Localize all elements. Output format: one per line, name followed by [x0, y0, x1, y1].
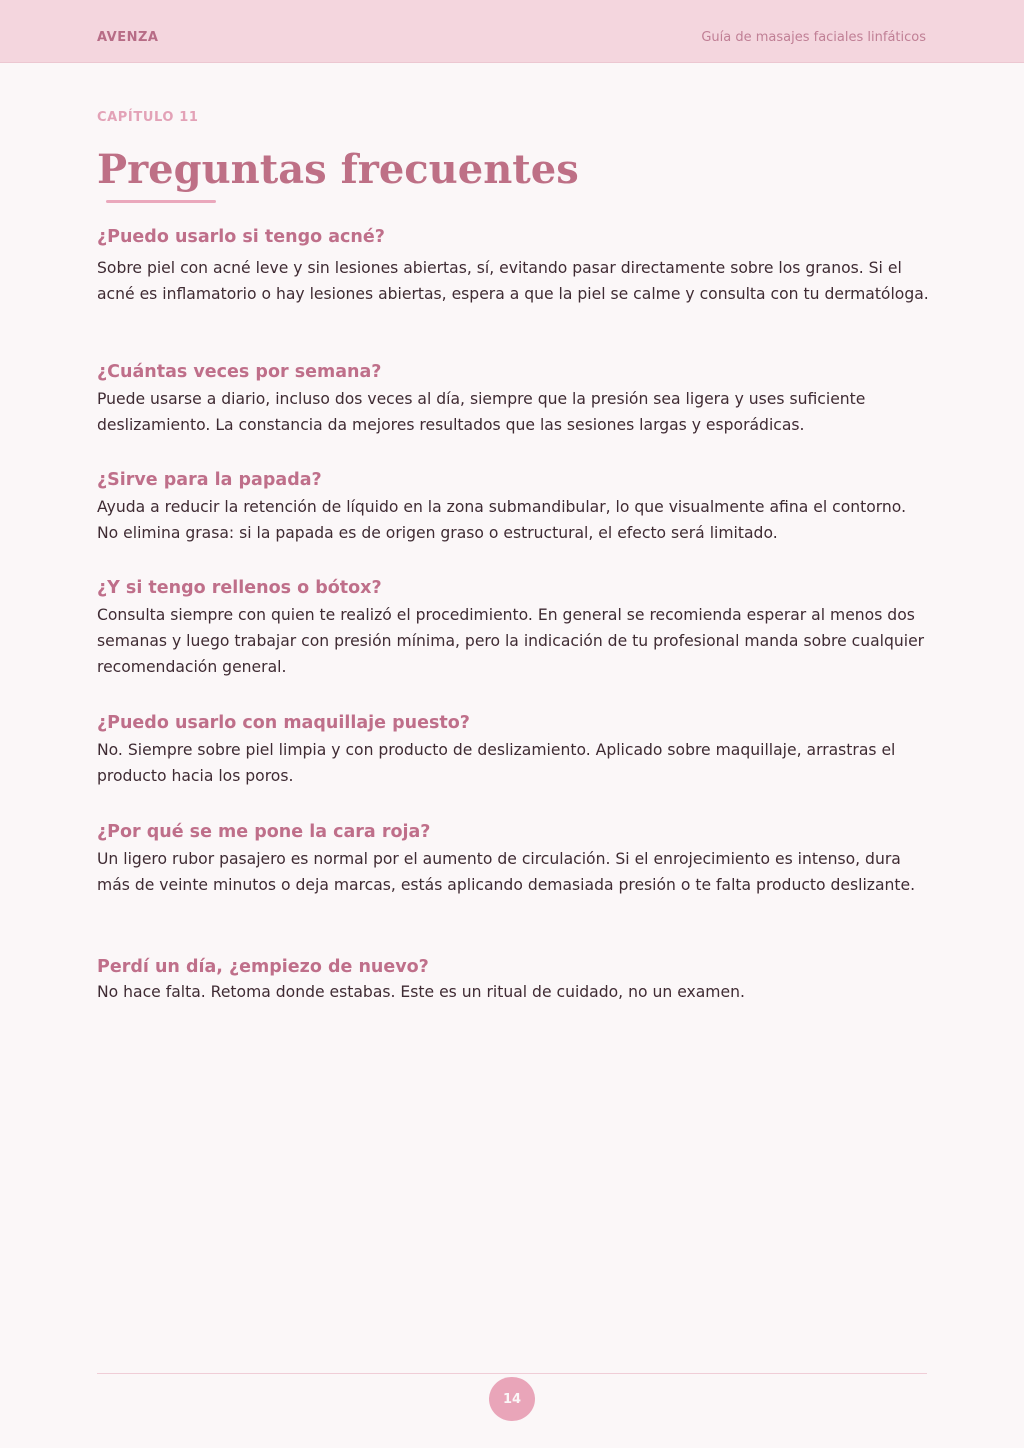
footer-divider	[97, 1373, 927, 1374]
faq-question: ¿Cuántas veces por semana?	[97, 362, 382, 382]
faq-item-missed-day	[97, 955, 932, 1005]
faq-answer: Sobre piel con acné leve y sin lesiones abiertas, sí, evitando pasar directamente sobre los granos. Si el acné es inflamatorio o hay lesiones abiertas, espera a que la piel se calme y consulta con tu dermatóloga.	[97, 259, 929, 303]
faq-answer: Un ligero rubor pasajero es normal por el aumento de circulación. Si el enrojecimiento es intenso, dura más de veinte minutos o deja marcas, estás aplicando demasiada presión o te falta producto deslizante.	[97, 850, 916, 894]
page-number-badge: 14	[489, 1377, 535, 1421]
faq-question: ¿Puedo usarlo si tengo acné?	[97, 227, 385, 247]
faq-question: ¿Y si tengo rellenos o bótox?	[97, 578, 382, 598]
faq-answer: Puede usarse a diario, incluso dos veces al día, siempre que la presión sea ligera y uses suficiente deslizamiento. La constancia da mejores resultados que las sesiones largas y esporádicas.	[97, 390, 866, 434]
document-title: Guía de masajes faciales linfáticos	[701, 30, 926, 45]
faq-answer: No hace falta. Retoma donde estabas. Este es un ritual de cuidado, no un examen.	[97, 983, 745, 1001]
faq-question: ¿Sirve para la papada?	[97, 470, 322, 490]
faq-question: ¿Puedo usarlo con maquillaje puesto?	[97, 713, 470, 733]
faq-question: Perdí un día, ¿empiezo de nuevo?	[97, 957, 429, 977]
faq-answer: Ayuda a reducir la retención de líquido en la zona submandibular, lo que visualmente afina el contorno. No elimina grasa: si la papada es de origen graso o estructural, el efecto será limitado.	[97, 498, 907, 542]
faq-answer: Consulta siempre con quien te realizó el procedimiento. En general se recomienda esperar al menos dos semanas y luego trabajar con presión mínima, pero la indicación de tu profesional manda sobre cualquier recomendación general.	[97, 606, 925, 676]
faq-item-double-chin	[97, 468, 932, 546]
faq-item-redness	[97, 820, 932, 898]
faq-question: ¿Por qué se me pone la cara roja?	[97, 822, 431, 842]
faq-item-fillers-botox	[97, 576, 932, 680]
faq-item-acne	[97, 225, 932, 307]
faq-answer: No. Siempre sobre piel limpia y con producto de deslizamiento. Aplicado sobre maquillaje, arrastras el producto hacia los poros.	[97, 741, 896, 785]
page-title: Preguntas frecuentes	[97, 146, 579, 193]
faq-item-makeup	[97, 711, 932, 789]
title-underline	[106, 200, 216, 203]
brand-name: AVENZA	[97, 30, 159, 45]
chapter-label: CAPÍTULO 11	[97, 110, 199, 125]
page-header	[0, 0, 1024, 63]
faq-item-frequency	[97, 360, 932, 438]
